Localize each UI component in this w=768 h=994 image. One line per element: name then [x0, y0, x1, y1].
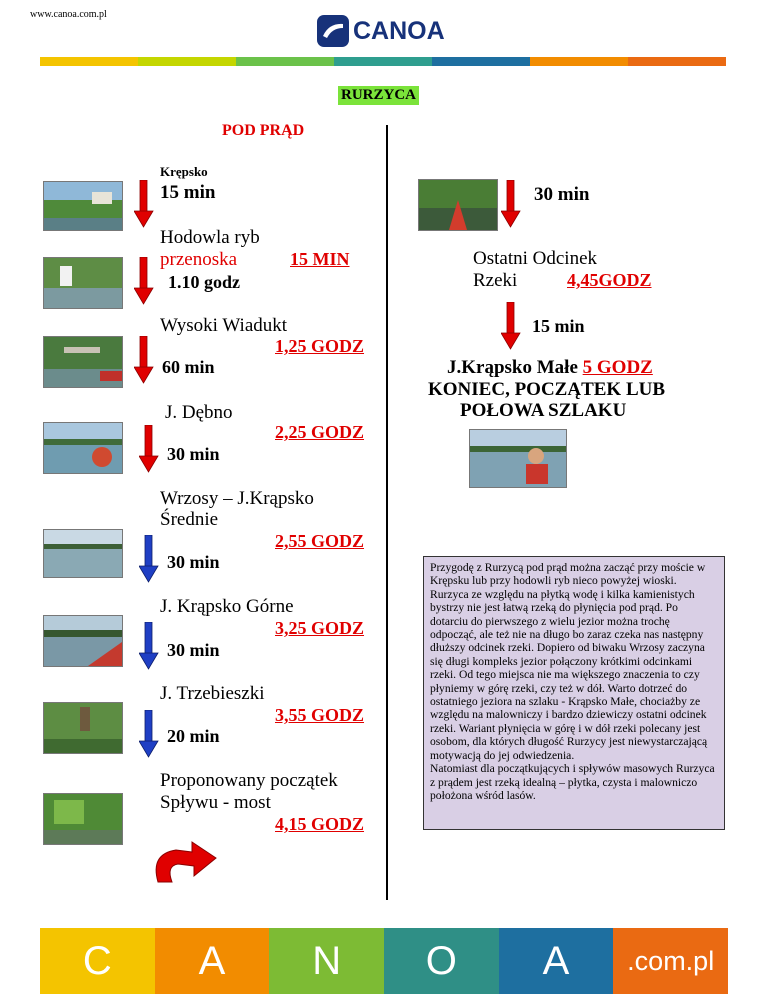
photo-wiadukt: [43, 336, 123, 388]
photo-debno: [43, 422, 123, 474]
photo-krepsko: [43, 181, 123, 231]
canoa-logo: [316, 14, 445, 48]
end-line3: POŁOWA SZLAKU: [460, 400, 627, 421]
arrow-down-icon: [134, 180, 154, 228]
photo-start: [43, 793, 123, 845]
stop-trzebieszki-name: J. Trzebieszki: [160, 683, 265, 704]
end-line2: KONIEC, POCZĄTEK LUB: [428, 379, 666, 400]
stop-gorne-name: J. Krąpsko Górne: [160, 596, 294, 617]
stop-wrzosy-time: 30 min: [167, 552, 220, 572]
end-title-name: J.Krąpsko Małe: [447, 357, 583, 378]
right-time-2: 15 min: [532, 316, 585, 336]
stop-wiadukt-total: 1,25 GODZ: [275, 336, 365, 356]
arrow-down-icon: [501, 302, 521, 350]
site-url: www.canoa.com.pl: [30, 9, 107, 20]
stop-hodowla-line2: przenoska: [160, 249, 238, 270]
column-divider: [386, 125, 388, 900]
stop-wiadukt-name: Wysoki Wiadukt: [160, 315, 288, 336]
stop-hodowla-time: 15 MIN: [290, 249, 350, 269]
stop-hodowla-line1: Hodowla ryb: [160, 227, 260, 248]
stop-wrzosy-line1: Wrzosy – J.Krąpsko: [160, 488, 314, 509]
arrow-down-icon: [134, 257, 154, 305]
arrow-down-icon: [139, 425, 159, 473]
arrow-down-icon: [139, 622, 159, 670]
stop-debno-total: 2,25 GODZ: [275, 422, 365, 442]
arrow-down-icon: [134, 336, 154, 384]
end-title: [447, 357, 653, 379]
right-time-1: 30 min: [534, 184, 590, 205]
logo-text: CANOA: [353, 16, 445, 45]
stop-debno-time: 30 min: [167, 444, 220, 464]
footer-letter-o: O: [384, 928, 499, 994]
arrow-down-icon: [501, 180, 521, 228]
footer-letter-a1: A: [155, 928, 270, 994]
arrow-down-icon: [139, 535, 159, 583]
photo-right-top: [418, 179, 498, 231]
description-paragraph-2: Natomiast dla początkujących i spływów masowych Rurzyca z prądem jest rzeką idealną – płytka, czysta i malowniczo położona wśród lasów.: [430, 762, 715, 802]
top-color-bar: [40, 57, 726, 66]
u-turn-arrow-icon: [148, 836, 220, 886]
photo-trzebieszki: [43, 702, 123, 754]
photo-hodowla: [43, 257, 123, 309]
stop-gorne-time: 30 min: [167, 640, 220, 660]
stop-wrzosy-line2: Średnie: [160, 509, 219, 530]
stop-gorne-total: 3,25 GODZ: [275, 618, 365, 638]
photo-wrzosy: [43, 529, 123, 578]
stop-trzebieszki-total: 3,55 GODZ: [275, 705, 365, 725]
footer-banner: [40, 928, 728, 994]
stop-krepsko-name: Krępsko: [160, 164, 208, 179]
canoa-logo-icon: [316, 14, 350, 48]
stop-start-line1: Proponowany początek: [160, 770, 338, 791]
stop-debno-name: J. Dębno: [165, 402, 233, 423]
stop-start-line2: Spływu - most: [160, 792, 271, 813]
arrow-down-icon: [139, 710, 159, 758]
end-title-time: 5 GODZ: [582, 357, 653, 378]
right-ostatni-line1: Ostatni Odcinek: [473, 248, 598, 269]
page-subtitle: POD PRĄD: [222, 122, 305, 139]
stop-trzebieszki-time: 20 min: [167, 726, 220, 746]
stop-start-total: 4,15 GODZ: [275, 814, 365, 834]
description-box: [423, 556, 725, 830]
footer-letter-c: C: [40, 928, 155, 994]
right-ostatni-total: 4,45GODZ: [567, 270, 652, 290]
stop-hodowla-line3: 1.10 godz: [168, 272, 240, 292]
photo-end: [469, 429, 567, 488]
page-title: RURZYCA: [338, 86, 419, 105]
footer-letter-a2: A: [499, 928, 614, 994]
stop-wrzosy-total: 2,55 GODZ: [275, 531, 365, 551]
right-ostatni-line2: Rzeki: [473, 270, 518, 291]
footer-letter-n: N: [269, 928, 384, 994]
stop-krepsko-time: 15 min: [160, 182, 216, 203]
description-paragraph-1: Przygodę z Rurzycą pod prąd można zacząć przy moście w Krępsku lub przy hodowli ryb nieco powyżej wioski. Rurzyca ze względu na płytką wodę i kilka kamienistych bystrzy nie jest łatwą rzeką do płynięcia pod prąd. Po dotarciu do pierwszego z wielu jezior można trochę odpocząć, ale też nie na długo bo zaraz czeka nas następny dłuższy odcinek rzeki. Dopiero od biwaku Wrzosy zaczyna się długi kompleks jezior połączony krótkimi odcinkami rzeki. Od tego miejsca nie ma większego znaczenia to czy płyniemy w górę rzeki, czy też w dół. Warto dotrzeć do ostatniego jeziora na szlaku - Krąpsko Małe, chociażby ze względu na malowniczy i bardzo dziewiczy ostatni odcinek rzeki. Wariant płynięcia w górę i w dół rzeki polecany jest osobom, dla których długość Rurzycy jest niewystarczającą motywacją do jej odwiedzenia.: [430, 561, 708, 762]
footer-domain: .com.pl: [613, 928, 728, 994]
stop-wiadukt-time: 60 min: [162, 357, 215, 377]
photo-gorne: [43, 615, 123, 667]
